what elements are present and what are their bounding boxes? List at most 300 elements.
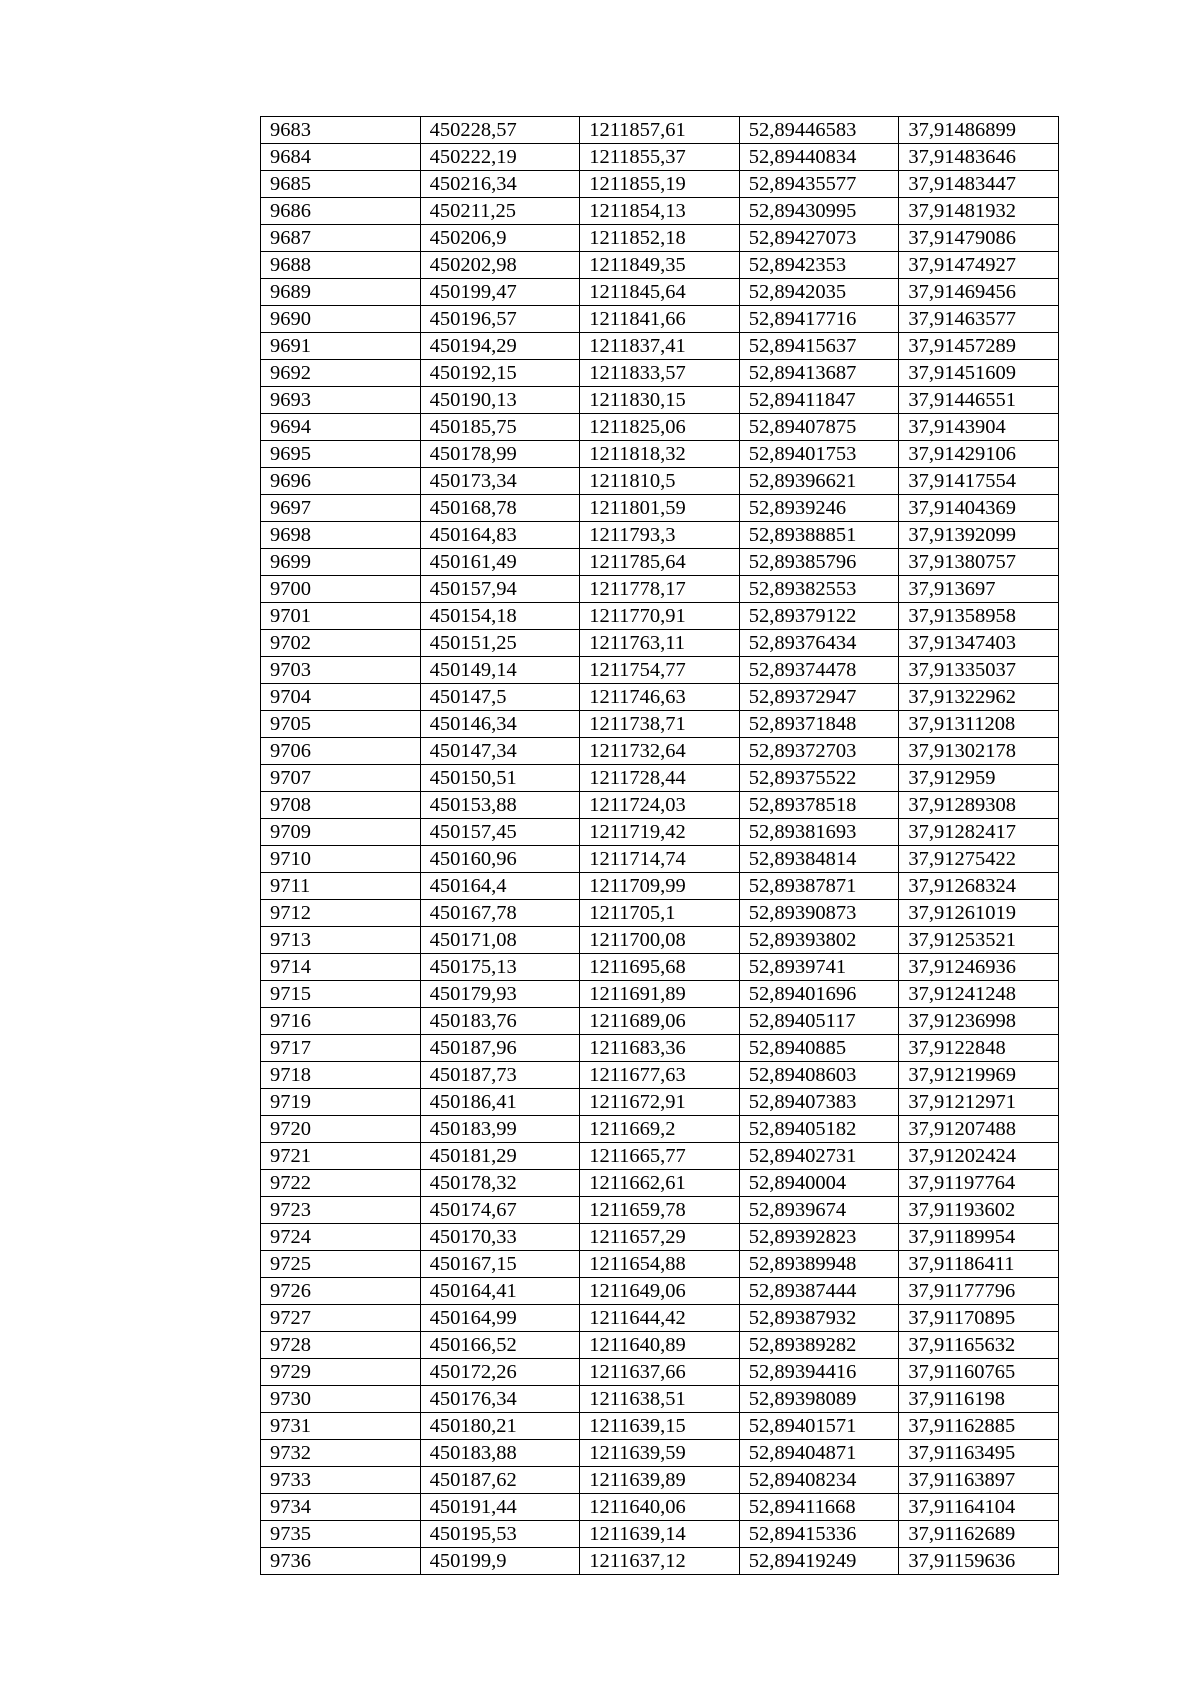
table-row <box>261 1494 1059 1521</box>
table-row <box>261 522 1059 549</box>
table-row <box>261 279 1059 306</box>
y-coordinate-cell: 1211705,1 <box>580 900 740 927</box>
table-row <box>261 954 1059 981</box>
table-row <box>261 738 1059 765</box>
latitude-cell: 52,89446583 <box>739 117 899 144</box>
x-coordinate-cell: 450176,34 <box>420 1386 580 1413</box>
point-number-cell: 9715 <box>261 981 421 1008</box>
longitude-cell: 37,91302178 <box>899 738 1059 765</box>
table-row <box>261 765 1059 792</box>
table-row <box>261 495 1059 522</box>
y-coordinate-cell: 1211833,57 <box>580 360 740 387</box>
y-coordinate-cell: 1211855,19 <box>580 171 740 198</box>
x-coordinate-cell: 450147,5 <box>420 684 580 711</box>
longitude-cell: 37,91159636 <box>899 1548 1059 1575</box>
table-row <box>261 684 1059 711</box>
y-coordinate-cell: 1211732,64 <box>580 738 740 765</box>
table-row <box>261 981 1059 1008</box>
latitude-cell: 52,89388851 <box>739 522 899 549</box>
longitude-cell: 37,91446551 <box>899 387 1059 414</box>
table-row <box>261 549 1059 576</box>
latitude-cell: 52,8939741 <box>739 954 899 981</box>
x-coordinate-cell: 450183,76 <box>420 1008 580 1035</box>
x-coordinate-cell: 450186,41 <box>420 1089 580 1116</box>
longitude-cell: 37,91236998 <box>899 1008 1059 1035</box>
latitude-cell: 52,89407875 <box>739 414 899 441</box>
latitude-cell: 52,89404871 <box>739 1440 899 1467</box>
x-coordinate-cell: 450167,15 <box>420 1251 580 1278</box>
table-row <box>261 1008 1059 1035</box>
longitude-cell: 37,91347403 <box>899 630 1059 657</box>
latitude-cell: 52,89378518 <box>739 792 899 819</box>
point-number-cell: 9728 <box>261 1332 421 1359</box>
y-coordinate-cell: 1211640,89 <box>580 1332 740 1359</box>
longitude-cell: 37,91193602 <box>899 1197 1059 1224</box>
y-coordinate-cell: 1211770,91 <box>580 603 740 630</box>
table-row <box>261 1278 1059 1305</box>
y-coordinate-cell: 1211785,64 <box>580 549 740 576</box>
latitude-cell: 52,89401696 <box>739 981 899 1008</box>
longitude-cell: 37,91189954 <box>899 1224 1059 1251</box>
longitude-cell: 37,91162885 <box>899 1413 1059 1440</box>
table-row <box>261 1116 1059 1143</box>
x-coordinate-cell: 450191,44 <box>420 1494 580 1521</box>
longitude-cell: 37,912959 <box>899 765 1059 792</box>
longitude-cell: 37,91481932 <box>899 198 1059 225</box>
latitude-cell: 52,89384814 <box>739 846 899 873</box>
point-number-cell: 9699 <box>261 549 421 576</box>
point-number-cell: 9688 <box>261 252 421 279</box>
y-coordinate-cell: 1211837,41 <box>580 333 740 360</box>
longitude-cell: 37,91202424 <box>899 1143 1059 1170</box>
latitude-cell: 52,89371848 <box>739 711 899 738</box>
x-coordinate-cell: 450181,29 <box>420 1143 580 1170</box>
y-coordinate-cell: 1211637,12 <box>580 1548 740 1575</box>
x-coordinate-cell: 450228,57 <box>420 117 580 144</box>
point-number-cell: 9698 <box>261 522 421 549</box>
table-row <box>261 225 1059 252</box>
latitude-cell: 52,89394416 <box>739 1359 899 1386</box>
table-row <box>261 144 1059 171</box>
point-number-cell: 9735 <box>261 1521 421 1548</box>
longitude-cell: 37,91165632 <box>899 1332 1059 1359</box>
table-row <box>261 819 1059 846</box>
longitude-cell: 37,91268324 <box>899 873 1059 900</box>
longitude-cell: 37,91170895 <box>899 1305 1059 1332</box>
y-coordinate-cell: 1211793,3 <box>580 522 740 549</box>
x-coordinate-cell: 450164,99 <box>420 1305 580 1332</box>
x-coordinate-cell: 450146,34 <box>420 711 580 738</box>
longitude-cell: 37,91380757 <box>899 549 1059 576</box>
point-number-cell: 9704 <box>261 684 421 711</box>
longitude-cell: 37,91241248 <box>899 981 1059 1008</box>
x-coordinate-cell: 450175,13 <box>420 954 580 981</box>
table-row <box>261 1440 1059 1467</box>
table-row <box>261 1386 1059 1413</box>
longitude-cell: 37,91474927 <box>899 252 1059 279</box>
point-number-cell: 9707 <box>261 765 421 792</box>
longitude-cell: 37,91207488 <box>899 1116 1059 1143</box>
latitude-cell: 52,89411847 <box>739 387 899 414</box>
latitude-cell: 52,89376434 <box>739 630 899 657</box>
x-coordinate-cell: 450151,25 <box>420 630 580 657</box>
y-coordinate-cell: 1211639,59 <box>580 1440 740 1467</box>
y-coordinate-cell: 1211854,13 <box>580 198 740 225</box>
longitude-cell: 37,91212971 <box>899 1089 1059 1116</box>
table-row <box>261 1548 1059 1575</box>
y-coordinate-cell: 1211849,35 <box>580 252 740 279</box>
x-coordinate-cell: 450190,13 <box>420 387 580 414</box>
point-number-cell: 9690 <box>261 306 421 333</box>
x-coordinate-cell: 450149,14 <box>420 657 580 684</box>
longitude-cell: 37,91457289 <box>899 333 1059 360</box>
longitude-cell: 37,9122848 <box>899 1035 1059 1062</box>
y-coordinate-cell: 1211639,14 <box>580 1521 740 1548</box>
table-row <box>261 360 1059 387</box>
y-coordinate-cell: 1211763,11 <box>580 630 740 657</box>
point-number-cell: 9686 <box>261 198 421 225</box>
y-coordinate-cell: 1211724,03 <box>580 792 740 819</box>
longitude-cell: 37,91463577 <box>899 306 1059 333</box>
longitude-cell: 37,91164104 <box>899 1494 1059 1521</box>
latitude-cell: 52,89408234 <box>739 1467 899 1494</box>
latitude-cell: 52,8942035 <box>739 279 899 306</box>
x-coordinate-cell: 450173,34 <box>420 468 580 495</box>
point-number-cell: 9719 <box>261 1089 421 1116</box>
y-coordinate-cell: 1211830,15 <box>580 387 740 414</box>
longitude-cell: 37,91163897 <box>899 1467 1059 1494</box>
point-number-cell: 9717 <box>261 1035 421 1062</box>
latitude-cell: 52,89372947 <box>739 684 899 711</box>
x-coordinate-cell: 450199,9 <box>420 1548 580 1575</box>
x-coordinate-cell: 450164,83 <box>420 522 580 549</box>
latitude-cell: 52,89374478 <box>739 657 899 684</box>
y-coordinate-cell: 1211640,06 <box>580 1494 740 1521</box>
point-number-cell: 9709 <box>261 819 421 846</box>
latitude-cell: 52,89411668 <box>739 1494 899 1521</box>
point-number-cell: 9685 <box>261 171 421 198</box>
x-coordinate-cell: 450164,4 <box>420 873 580 900</box>
point-number-cell: 9689 <box>261 279 421 306</box>
longitude-cell: 37,91483646 <box>899 144 1059 171</box>
point-number-cell: 9726 <box>261 1278 421 1305</box>
latitude-cell: 52,89385796 <box>739 549 899 576</box>
latitude-cell: 52,89379122 <box>739 603 899 630</box>
x-coordinate-cell: 450171,08 <box>420 927 580 954</box>
x-coordinate-cell: 450147,34 <box>420 738 580 765</box>
y-coordinate-cell: 1211700,08 <box>580 927 740 954</box>
longitude-cell: 37,91469456 <box>899 279 1059 306</box>
latitude-cell: 52,89415336 <box>739 1521 899 1548</box>
point-number-cell: 9711 <box>261 873 421 900</box>
latitude-cell: 52,89413687 <box>739 360 899 387</box>
y-coordinate-cell: 1211728,44 <box>580 765 740 792</box>
point-number-cell: 9705 <box>261 711 421 738</box>
longitude-cell: 37,91311208 <box>899 711 1059 738</box>
point-number-cell: 9697 <box>261 495 421 522</box>
table-row <box>261 792 1059 819</box>
y-coordinate-cell: 1211855,37 <box>580 144 740 171</box>
x-coordinate-cell: 450164,41 <box>420 1278 580 1305</box>
point-number-cell: 9724 <box>261 1224 421 1251</box>
x-coordinate-cell: 450157,94 <box>420 576 580 603</box>
longitude-cell: 37,91289308 <box>899 792 1059 819</box>
y-coordinate-cell: 1211746,63 <box>580 684 740 711</box>
table-row <box>261 630 1059 657</box>
x-coordinate-cell: 450167,78 <box>420 900 580 927</box>
point-number-cell: 9716 <box>261 1008 421 1035</box>
latitude-cell: 52,89401571 <box>739 1413 899 1440</box>
longitude-cell: 37,91162689 <box>899 1521 1059 1548</box>
x-coordinate-cell: 450166,52 <box>420 1332 580 1359</box>
table-row <box>261 846 1059 873</box>
point-number-cell: 9693 <box>261 387 421 414</box>
table-row <box>261 1467 1059 1494</box>
point-number-cell: 9695 <box>261 441 421 468</box>
longitude-cell: 37,91483447 <box>899 171 1059 198</box>
latitude-cell: 52,8940885 <box>739 1035 899 1062</box>
x-coordinate-cell: 450179,93 <box>420 981 580 1008</box>
x-coordinate-cell: 450199,47 <box>420 279 580 306</box>
table-row <box>261 1035 1059 1062</box>
latitude-cell: 52,89387444 <box>739 1278 899 1305</box>
table-row <box>261 1413 1059 1440</box>
x-coordinate-cell: 450170,33 <box>420 1224 580 1251</box>
latitude-cell: 52,89419249 <box>739 1548 899 1575</box>
table-row <box>261 306 1059 333</box>
table-row <box>261 1251 1059 1278</box>
x-coordinate-cell: 450150,51 <box>420 765 580 792</box>
table-row <box>261 1143 1059 1170</box>
x-coordinate-cell: 450187,96 <box>420 1035 580 1062</box>
longitude-cell: 37,91322962 <box>899 684 1059 711</box>
table-row <box>261 1224 1059 1251</box>
longitude-cell: 37,9143904 <box>899 414 1059 441</box>
latitude-cell: 52,89407383 <box>739 1089 899 1116</box>
longitude-cell: 37,91358958 <box>899 603 1059 630</box>
y-coordinate-cell: 1211825,06 <box>580 414 740 441</box>
longitude-cell: 37,91275422 <box>899 846 1059 873</box>
latitude-cell: 52,89387871 <box>739 873 899 900</box>
y-coordinate-cell: 1211665,77 <box>580 1143 740 1170</box>
x-coordinate-cell: 450154,18 <box>420 603 580 630</box>
point-number-cell: 9703 <box>261 657 421 684</box>
point-number-cell: 9721 <box>261 1143 421 1170</box>
table-row <box>261 1305 1059 1332</box>
longitude-cell: 37,913697 <box>899 576 1059 603</box>
x-coordinate-cell: 450185,75 <box>420 414 580 441</box>
table-row <box>261 576 1059 603</box>
table-row <box>261 441 1059 468</box>
point-number-cell: 9722 <box>261 1170 421 1197</box>
table-row <box>261 1332 1059 1359</box>
y-coordinate-cell: 1211649,06 <box>580 1278 740 1305</box>
y-coordinate-cell: 1211683,36 <box>580 1035 740 1062</box>
longitude-cell: 37,91246936 <box>899 954 1059 981</box>
y-coordinate-cell: 1211778,17 <box>580 576 740 603</box>
latitude-cell: 52,89402731 <box>739 1143 899 1170</box>
x-coordinate-cell: 450183,99 <box>420 1116 580 1143</box>
y-coordinate-cell: 1211639,89 <box>580 1467 740 1494</box>
point-number-cell: 9734 <box>261 1494 421 1521</box>
point-number-cell: 9696 <box>261 468 421 495</box>
y-coordinate-cell: 1211709,99 <box>580 873 740 900</box>
longitude-cell: 37,91486899 <box>899 117 1059 144</box>
x-coordinate-cell: 450174,67 <box>420 1197 580 1224</box>
point-number-cell: 9720 <box>261 1116 421 1143</box>
latitude-cell: 52,89430995 <box>739 198 899 225</box>
latitude-cell: 52,8939674 <box>739 1197 899 1224</box>
y-coordinate-cell: 1211644,42 <box>580 1305 740 1332</box>
table-row <box>261 1521 1059 1548</box>
longitude-cell: 37,91451609 <box>899 360 1059 387</box>
latitude-cell: 52,8939246 <box>739 495 899 522</box>
table-row <box>261 873 1059 900</box>
latitude-cell: 52,89375522 <box>739 765 899 792</box>
y-coordinate-cell: 1211852,18 <box>580 225 740 252</box>
x-coordinate-cell: 450160,96 <box>420 846 580 873</box>
y-coordinate-cell: 1211659,78 <box>580 1197 740 1224</box>
y-coordinate-cell: 1211818,32 <box>580 441 740 468</box>
point-number-cell: 9731 <box>261 1413 421 1440</box>
x-coordinate-cell: 450192,15 <box>420 360 580 387</box>
x-coordinate-cell: 450178,99 <box>420 441 580 468</box>
y-coordinate-cell: 1211677,63 <box>580 1062 740 1089</box>
latitude-cell: 52,89396621 <box>739 468 899 495</box>
longitude-cell: 37,9116198 <box>899 1386 1059 1413</box>
longitude-cell: 37,91160765 <box>899 1359 1059 1386</box>
y-coordinate-cell: 1211801,59 <box>580 495 740 522</box>
latitude-cell: 52,89389282 <box>739 1332 899 1359</box>
x-coordinate-cell: 450178,32 <box>420 1170 580 1197</box>
y-coordinate-cell: 1211669,2 <box>580 1116 740 1143</box>
table-row <box>261 468 1059 495</box>
longitude-cell: 37,91261019 <box>899 900 1059 927</box>
table-row <box>261 1197 1059 1224</box>
point-number-cell: 9708 <box>261 792 421 819</box>
y-coordinate-cell: 1211845,64 <box>580 279 740 306</box>
x-coordinate-cell: 450195,53 <box>420 1521 580 1548</box>
y-coordinate-cell: 1211754,77 <box>580 657 740 684</box>
longitude-cell: 37,91186411 <box>899 1251 1059 1278</box>
latitude-cell: 52,89408603 <box>739 1062 899 1089</box>
y-coordinate-cell: 1211638,51 <box>580 1386 740 1413</box>
latitude-cell: 52,89382553 <box>739 576 899 603</box>
latitude-cell: 52,89398089 <box>739 1386 899 1413</box>
y-coordinate-cell: 1211841,66 <box>580 306 740 333</box>
x-coordinate-cell: 450168,78 <box>420 495 580 522</box>
table-row <box>261 414 1059 441</box>
x-coordinate-cell: 450206,9 <box>420 225 580 252</box>
longitude-cell: 37,91392099 <box>899 522 1059 549</box>
table-row <box>261 1170 1059 1197</box>
table-row <box>261 1089 1059 1116</box>
table-row <box>261 603 1059 630</box>
y-coordinate-cell: 1211857,61 <box>580 117 740 144</box>
x-coordinate-cell: 450153,88 <box>420 792 580 819</box>
x-coordinate-cell: 450211,25 <box>420 198 580 225</box>
x-coordinate-cell: 450161,49 <box>420 549 580 576</box>
longitude-cell: 37,91429106 <box>899 441 1059 468</box>
y-coordinate-cell: 1211714,74 <box>580 846 740 873</box>
y-coordinate-cell: 1211691,89 <box>580 981 740 1008</box>
point-number-cell: 9692 <box>261 360 421 387</box>
table-row <box>261 198 1059 225</box>
latitude-cell: 52,89387932 <box>739 1305 899 1332</box>
point-number-cell: 9736 <box>261 1548 421 1575</box>
y-coordinate-cell: 1211695,68 <box>580 954 740 981</box>
point-number-cell: 9729 <box>261 1359 421 1386</box>
coordinates-table-body <box>261 117 1059 1575</box>
x-coordinate-cell: 450222,19 <box>420 144 580 171</box>
point-number-cell: 9701 <box>261 603 421 630</box>
longitude-cell: 37,91177796 <box>899 1278 1059 1305</box>
table-row <box>261 900 1059 927</box>
latitude-cell: 52,89440834 <box>739 144 899 171</box>
x-coordinate-cell: 450194,29 <box>420 333 580 360</box>
latitude-cell: 52,89405117 <box>739 1008 899 1035</box>
latitude-cell: 52,89435577 <box>739 171 899 198</box>
latitude-cell: 52,89392823 <box>739 1224 899 1251</box>
point-number-cell: 9732 <box>261 1440 421 1467</box>
x-coordinate-cell: 450183,88 <box>420 1440 580 1467</box>
x-coordinate-cell: 450172,26 <box>420 1359 580 1386</box>
latitude-cell: 52,89405182 <box>739 1116 899 1143</box>
y-coordinate-cell: 1211672,91 <box>580 1089 740 1116</box>
point-number-cell: 9730 <box>261 1386 421 1413</box>
latitude-cell: 52,89393802 <box>739 927 899 954</box>
longitude-cell: 37,91335037 <box>899 657 1059 684</box>
point-number-cell: 9713 <box>261 927 421 954</box>
y-coordinate-cell: 1211654,88 <box>580 1251 740 1278</box>
point-number-cell: 9718 <box>261 1062 421 1089</box>
point-number-cell: 9706 <box>261 738 421 765</box>
longitude-cell: 37,91197764 <box>899 1170 1059 1197</box>
longitude-cell: 37,91163495 <box>899 1440 1059 1467</box>
longitude-cell: 37,91417554 <box>899 468 1059 495</box>
point-number-cell: 9687 <box>261 225 421 252</box>
point-number-cell: 9714 <box>261 954 421 981</box>
table-row <box>261 711 1059 738</box>
point-number-cell: 9684 <box>261 144 421 171</box>
latitude-cell: 52,89390873 <box>739 900 899 927</box>
x-coordinate-cell: 450202,98 <box>420 252 580 279</box>
x-coordinate-cell: 450196,57 <box>420 306 580 333</box>
longitude-cell: 37,91219969 <box>899 1062 1059 1089</box>
point-number-cell: 9694 <box>261 414 421 441</box>
y-coordinate-cell: 1211657,29 <box>580 1224 740 1251</box>
latitude-cell: 52,8940004 <box>739 1170 899 1197</box>
table-row <box>261 1062 1059 1089</box>
point-number-cell: 9683 <box>261 117 421 144</box>
y-coordinate-cell: 1211719,42 <box>580 819 740 846</box>
point-number-cell: 9712 <box>261 900 421 927</box>
latitude-cell: 52,89415637 <box>739 333 899 360</box>
point-number-cell: 9723 <box>261 1197 421 1224</box>
latitude-cell: 52,89389948 <box>739 1251 899 1278</box>
table-row <box>261 171 1059 198</box>
table-row <box>261 657 1059 684</box>
latitude-cell: 52,89372703 <box>739 738 899 765</box>
point-number-cell: 9710 <box>261 846 421 873</box>
x-coordinate-cell: 450187,62 <box>420 1467 580 1494</box>
y-coordinate-cell: 1211810,5 <box>580 468 740 495</box>
x-coordinate-cell: 450180,21 <box>420 1413 580 1440</box>
table-row <box>261 387 1059 414</box>
x-coordinate-cell: 450187,73 <box>420 1062 580 1089</box>
point-number-cell: 9733 <box>261 1467 421 1494</box>
point-number-cell: 9702 <box>261 630 421 657</box>
